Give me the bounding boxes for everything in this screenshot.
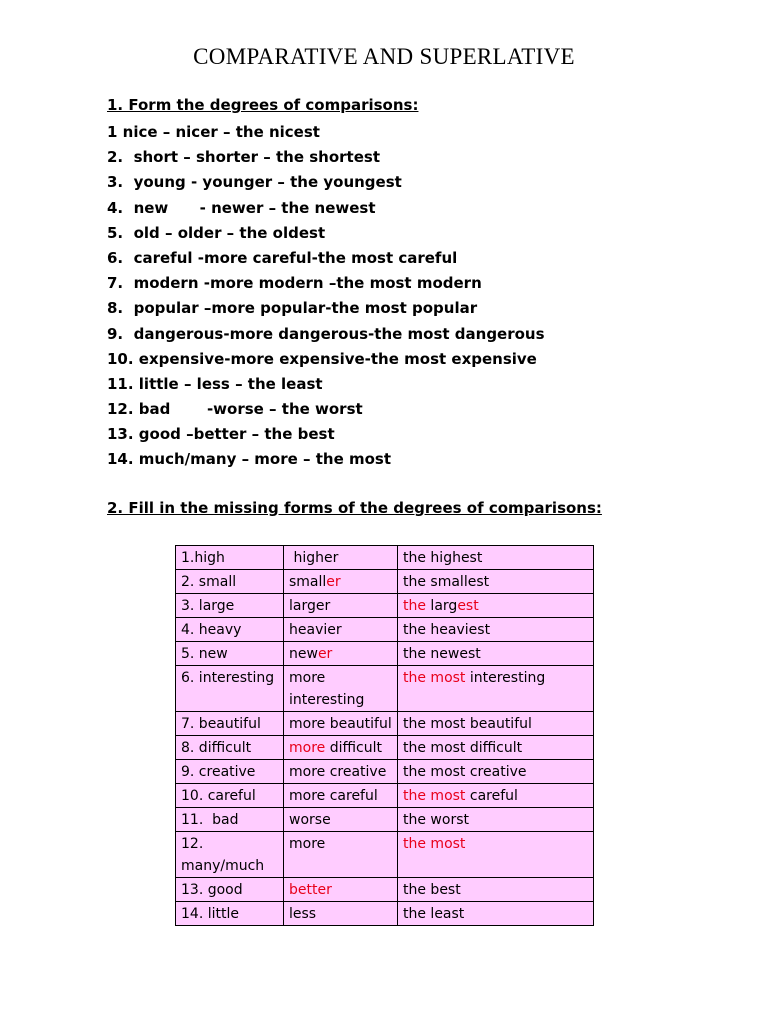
comparative-cell (284, 736, 398, 760)
superlative-cell (398, 712, 594, 736)
cell-text: more interesting (289, 670, 365, 708)
comparative-cell (284, 642, 398, 666)
list-item: 5. old – older – the oldest (107, 223, 326, 242)
comparative-cell (284, 902, 398, 926)
superlative-cell (398, 784, 594, 808)
cell-text: careful (465, 788, 518, 804)
list-item: 4. new - newer – the newest (107, 198, 376, 217)
positive-cell (176, 760, 284, 784)
comparison-table-body (176, 546, 594, 926)
table-row (176, 666, 594, 712)
list-item: 11. little – less – the least (107, 374, 323, 393)
cell-text: more (289, 836, 326, 852)
table-row (176, 736, 594, 760)
comparative-cell (284, 546, 398, 570)
cell-text: heavier (289, 622, 342, 638)
comparative-cell (284, 570, 398, 594)
superlative-cell (398, 878, 594, 902)
table-row (176, 594, 594, 618)
cell-text: higher (289, 550, 339, 566)
positive-cell (176, 618, 284, 642)
list-item: 14. much/many – more – the most (107, 450, 392, 469)
highlighted-ending: the most (403, 788, 466, 804)
positive-cell (176, 594, 284, 618)
list-item: 1 nice – nicer – the nicest (107, 123, 320, 141)
superlative-cell (398, 570, 594, 594)
cell-text: difficult (325, 740, 382, 756)
cell-text: 3. large (181, 598, 235, 614)
comparative-cell (284, 878, 398, 902)
comparative-cell (284, 760, 398, 784)
comparative-cell (284, 832, 398, 878)
table-row (176, 808, 594, 832)
superlative-cell (398, 594, 594, 618)
comparative-cell (284, 594, 398, 618)
superlative-cell (398, 736, 594, 760)
cell-text: 8. difficult (181, 740, 252, 756)
cell-text: larg (425, 598, 458, 614)
positive-cell (176, 666, 284, 712)
highlighted-ending: better (289, 882, 332, 898)
positive-cell (176, 570, 284, 594)
table-row (176, 760, 594, 784)
superlative-cell (398, 808, 594, 832)
list-item: 6. careful -more careful-the most careful (107, 248, 458, 267)
list-item: 7. modern -more modern –the most modern (107, 274, 482, 293)
cell-text: new (289, 646, 318, 662)
cell-text: small (289, 574, 327, 590)
cell-text: worse (289, 812, 331, 828)
superlative-cell (398, 832, 594, 878)
list-item: 12. bad -worse – the worst (107, 400, 363, 419)
positive-cell (176, 546, 284, 570)
positive-cell (176, 736, 284, 760)
cell-text: 5. new (181, 646, 228, 662)
cell-text: more beautiful (289, 716, 392, 732)
cell-text: 11. bad (181, 812, 239, 828)
section-2-heading: 2. Fill in the missing forms of the degrees of comparisons: (107, 499, 602, 517)
positive-cell (176, 642, 284, 666)
table-row (176, 902, 594, 926)
cell-text: the highest (403, 550, 483, 566)
highlighted-ending: the most (403, 670, 466, 686)
list-item: 10. expensive-more expensive-the most expensive (107, 349, 537, 368)
highlighted-ending: the (403, 598, 426, 614)
table-row (176, 546, 594, 570)
cell-text: the smallest (403, 574, 490, 590)
cell-text: 1.high (181, 550, 225, 566)
comparative-cell (284, 666, 398, 712)
cell-text: less (289, 906, 317, 922)
table-row (176, 712, 594, 736)
cell-text: 6. interesting (181, 670, 275, 686)
cell-text: the best (403, 882, 461, 898)
table-row (176, 642, 594, 666)
superlative-cell (398, 760, 594, 784)
positive-cell (176, 808, 284, 832)
section-1-heading: 1. Form the degrees of comparisons: (107, 96, 419, 114)
highlighted-ending: er (317, 646, 333, 662)
cell-text: more careful (289, 788, 378, 804)
positive-cell (176, 902, 284, 926)
cell-text: the heaviest (403, 622, 491, 638)
comparative-cell (284, 808, 398, 832)
highlighted-ending: est (457, 598, 479, 614)
list-item: 3. young - younger – the youngest (107, 173, 402, 192)
cell-text: the most beautiful (403, 716, 532, 732)
list-item: 2. short – shorter – the shortest (107, 148, 380, 167)
list-item: 8. popular –more popular-the most popular (107, 299, 478, 318)
positive-cell (176, 878, 284, 902)
cell-text: more creative (289, 764, 387, 780)
cell-text: 2. small (181, 574, 237, 590)
cell-text: the most creative (403, 764, 527, 780)
comparison-table (175, 545, 594, 926)
page-title: COMPARATIVE AND SUPERLATIVE (193, 44, 575, 69)
table-row (176, 832, 594, 878)
comparative-cell (284, 618, 398, 642)
list-item: 13. good –better – the best (107, 425, 335, 444)
superlative-cell (398, 666, 594, 712)
cell-text: the least (403, 906, 465, 922)
degrees-list (107, 120, 545, 473)
table-row (176, 570, 594, 594)
superlative-cell (398, 618, 594, 642)
cell-text: 7. beautiful (181, 716, 261, 732)
cell-text: the newest (403, 646, 481, 662)
superlative-cell (398, 642, 594, 666)
comparative-cell (284, 784, 398, 808)
comparative-cell (284, 712, 398, 736)
cell-text: the worst (403, 812, 469, 828)
positive-cell (176, 712, 284, 736)
positive-cell (176, 832, 284, 878)
cell-text: interesting (465, 670, 546, 686)
cell-text: 4. heavy (181, 622, 242, 638)
cell-text: 13. good (181, 882, 243, 898)
positive-cell (176, 784, 284, 808)
highlighted-ending: more (289, 740, 326, 756)
table-row (176, 784, 594, 808)
cell-text: 9. creative (181, 764, 256, 780)
superlative-cell (398, 546, 594, 570)
highlighted-ending: er (326, 574, 341, 590)
cell-text: 14. little (181, 906, 239, 922)
list-item: 9. dangerous-more dangerous-the most dangerous (107, 324, 545, 343)
cell-text: 10. careful (181, 788, 256, 804)
superlative-cell (398, 902, 594, 926)
cell-text: the most difficult (403, 740, 523, 756)
table-row (176, 618, 594, 642)
highlighted-ending: the most (403, 836, 466, 852)
cell-text: larger (289, 598, 331, 614)
cell-text: 12. many/much (181, 836, 265, 874)
table-row (176, 878, 594, 902)
